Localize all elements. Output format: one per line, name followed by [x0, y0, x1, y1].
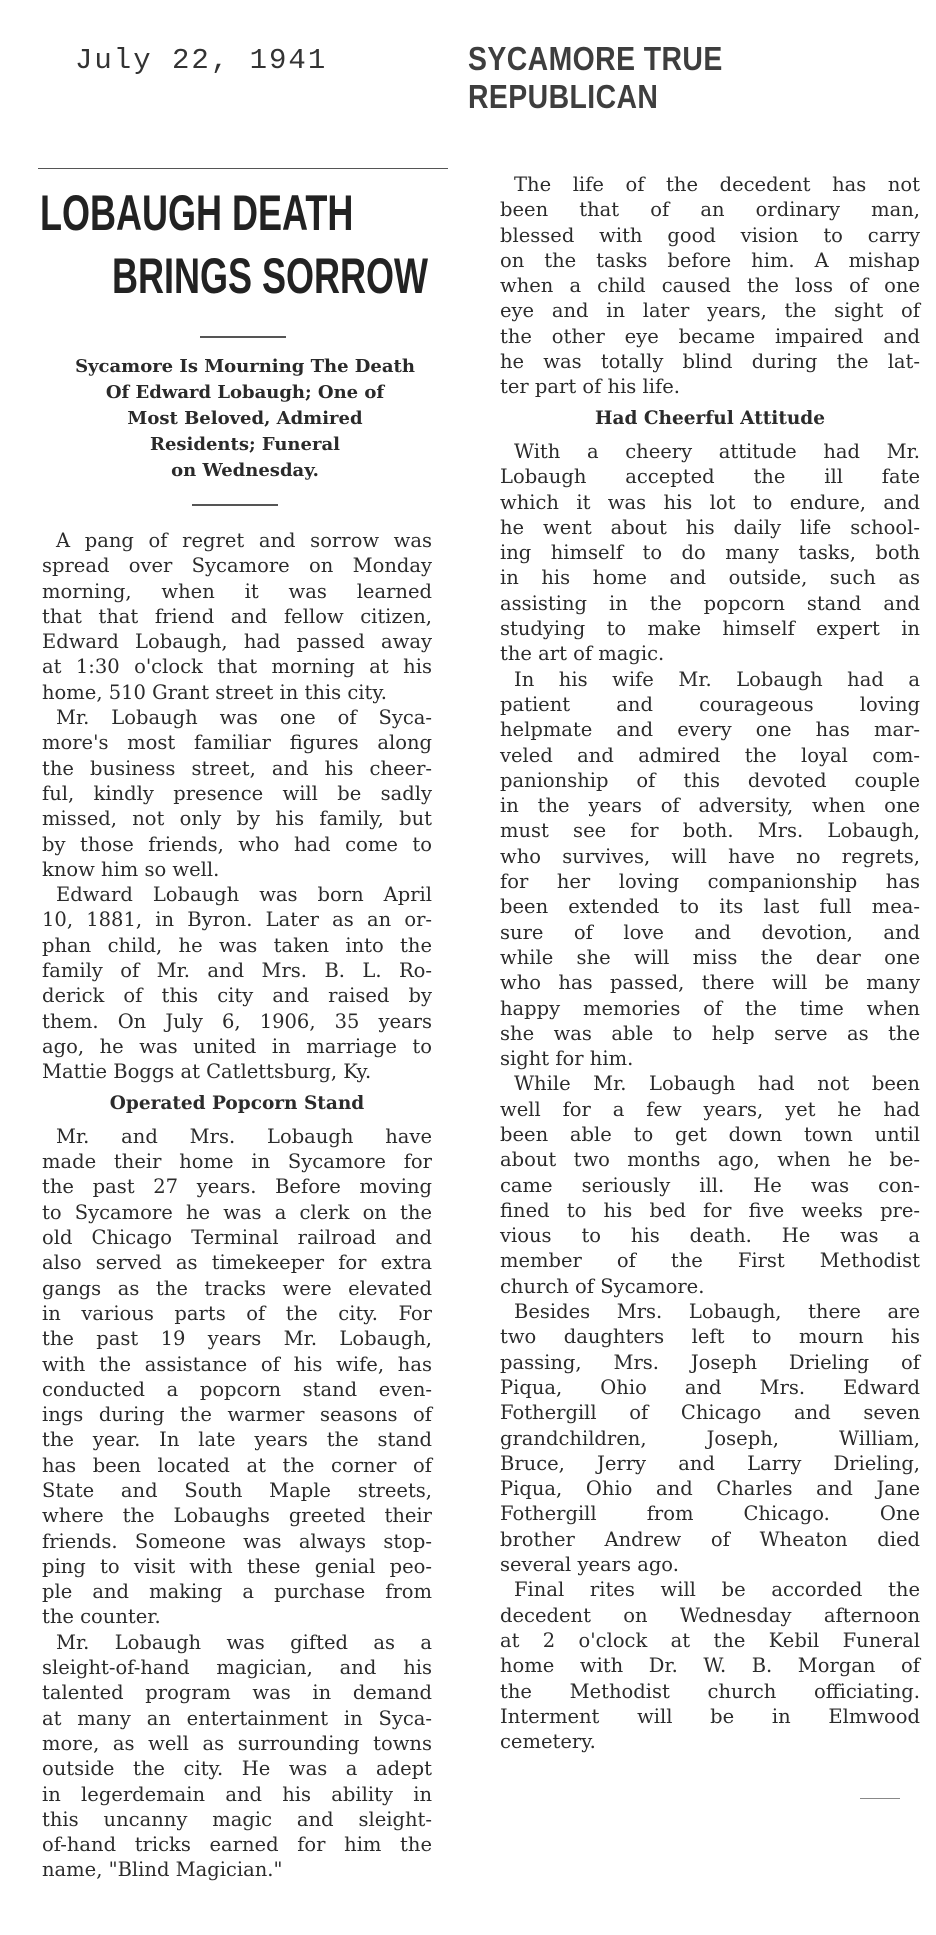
text-line: the Methodist church officiating. — [500, 1679, 920, 1703]
text-line: missed, not only by his family, but — [42, 807, 432, 831]
text-line: helpmate and every one has mar- — [500, 718, 920, 742]
text-line: fined to his bed for five weeks pre- — [500, 1198, 920, 1222]
text-line: on the tasks before him. A mishap — [500, 248, 920, 272]
text-line: With a cheery attitude had Mr. — [514, 439, 920, 463]
text-line: patient and courageous loving — [500, 692, 920, 716]
text-line: church of Sycamore. — [500, 1274, 705, 1298]
text-line: cemetery. — [500, 1730, 596, 1754]
text-line: eye and in later years, the sight of — [500, 299, 920, 323]
section-heading: Had Cheerful Attitude — [594, 407, 826, 429]
article-column-right — [500, 172, 920, 1754]
deck-line: Of Edward Lobaugh; One of — [105, 382, 385, 403]
text-line: Mr. Lobaugh was gifted as a — [56, 1630, 432, 1654]
text-line: ings during the warmer seasons of — [42, 1403, 432, 1427]
text-line: sure of love and devotion, and — [500, 920, 920, 944]
text-line: about two months ago, when he be- — [500, 1148, 920, 1172]
text-line: studying to make himself expert in — [500, 617, 920, 641]
text-line: ful, kindly presence will be sadly — [42, 781, 432, 805]
text-line: the year. In late years the stand — [42, 1428, 432, 1452]
paragraph — [500, 1577, 920, 1754]
deck-line: Sycamore Is Mourning The Death — [75, 356, 415, 377]
text-line: brother Andrew of Wheaton died — [500, 1527, 920, 1551]
text-line: sleight-of-hand magician, and his — [42, 1656, 432, 1680]
text-line: the counter. — [42, 1605, 161, 1629]
text-line: Bruce, Jerry and Larry Drieling, — [500, 1451, 920, 1475]
text-line: in legerdemain and his ability in — [42, 1782, 432, 1806]
text-line: more's most familiar figures along — [42, 731, 432, 755]
text-line: where the Lobaughs greeted their — [42, 1504, 432, 1528]
text-line: more, as well as surrounding towns — [42, 1731, 432, 1755]
text-line: Mr. Lobaugh was one of Syca- — [56, 706, 432, 730]
text-line: assisting in the popcorn stand and — [500, 591, 920, 615]
text-line: ter part of his life. — [500, 375, 680, 399]
text-line: home, 510 Grant street in this city. — [42, 680, 387, 704]
text-line: vious to his death. He was a — [500, 1224, 920, 1248]
clipping-date: July 22, 1941 — [75, 44, 328, 77]
text-line: In his wife Mr. Lobaugh had a — [514, 667, 920, 691]
paragraph — [42, 1124, 432, 1630]
paragraph — [42, 705, 432, 882]
paragraph — [42, 882, 432, 1084]
text-line: State and South Maple streets, — [42, 1478, 432, 1502]
subheadline-deck — [35, 354, 455, 484]
text-line: Mr. and Mrs. Lobaugh have — [56, 1124, 432, 1148]
text-line: been able to get down town until — [500, 1122, 920, 1146]
text-line: outside the city. He was a adept — [42, 1757, 432, 1781]
text-line: 10, 1881, in Byron. Later as an or- — [42, 908, 432, 932]
text-line: the other eye became impaired and — [500, 324, 920, 348]
text-line: member of the First Methodist — [500, 1249, 920, 1273]
text-line: the past 27 years. Before moving — [42, 1175, 432, 1199]
text-line: blessed with good vision to carry — [500, 223, 920, 247]
deck-line: on Wednesday. — [171, 460, 319, 481]
text-line: spread over Sycamore on Monday — [42, 554, 432, 578]
text-line: old Chicago Terminal railroad and — [42, 1226, 432, 1250]
text-line: phan child, he was taken into the — [42, 933, 432, 957]
text-line: Besides Mrs. Lobaugh, there are — [514, 1300, 920, 1324]
text-line: been that of an ordinary man, — [500, 198, 920, 222]
text-line: he was totally blind during the lat- — [500, 350, 920, 374]
text-line: Edward Lobaugh was born April — [56, 883, 432, 907]
text-line: family of Mr. and Mrs. B. L. Ro- — [42, 959, 432, 983]
paragraph — [500, 439, 920, 667]
text-line: Piqua, Ohio and Charles and Jane — [500, 1477, 920, 1501]
paragraph — [500, 172, 920, 400]
text-line: the past 19 years Mr. Lobaugh, — [42, 1327, 432, 1351]
text-line: been extended to its last full mea- — [500, 895, 920, 919]
text-line: he went about his daily life school- — [500, 515, 920, 539]
text-line: the art of magic. — [500, 642, 665, 666]
text-line: that that friend and fellow citizen, — [42, 604, 432, 628]
text-line: by those friends, who had come to — [42, 832, 432, 856]
text-line: while she will miss the dear one — [500, 945, 920, 969]
text-line: in his home and outside, such as — [500, 566, 920, 590]
text-line: the business street, and his cheer- — [42, 756, 432, 780]
text-line: passing, Mrs. Joseph Drieling of — [500, 1350, 920, 1374]
text-line: Final rites will be accorded the — [514, 1578, 920, 1602]
text-line: to Sycamore he was a clerk on the — [42, 1200, 432, 1224]
text-line: Lobaugh accepted the ill fate — [500, 465, 920, 489]
end-rule — [860, 1798, 900, 1799]
text-line: which it was his lot to endure, and — [500, 490, 920, 514]
text-line: veled and admired the loyal com- — [500, 743, 920, 767]
paragraph — [42, 528, 432, 705]
text-line: came seriously ill. He was con- — [500, 1173, 920, 1197]
text-line: Interment will be in Elmwood — [500, 1704, 920, 1728]
newspaper-masthead: SYCAMORE TRUE REPUBLICAN — [468, 40, 723, 115]
text-line: decedent on Wednesday afternoon — [500, 1603, 920, 1627]
text-line: happy memories of the time when — [500, 996, 920, 1020]
article-column-left — [42, 528, 432, 1883]
text-line: several years ago. — [500, 1553, 679, 1577]
text-line: must see for both. Mrs. Lobaugh, — [500, 819, 920, 843]
text-line: Mattie Boggs at Catlettsburg, Ky. — [42, 1060, 372, 1084]
text-line: home with Dr. W. B. Morgan of — [500, 1654, 920, 1678]
text-line: sight for him. — [500, 1047, 634, 1071]
deck-line: Residents; Funeral — [150, 434, 340, 455]
text-line: this uncanny magic and sleight- — [42, 1807, 432, 1831]
text-line: for her loving companionship has — [500, 870, 920, 894]
text-line: at 2 o'clock at the Kebil Funeral — [500, 1628, 920, 1652]
text-line: The life of the decedent has not — [514, 173, 920, 196]
headline-divider — [200, 336, 286, 338]
paragraph — [500, 1299, 920, 1577]
text-line: ing himself to do many tasks, both — [500, 541, 920, 565]
text-line: of-hand tricks earned for him the — [42, 1833, 432, 1857]
text-line: who survives, will have no regrets, — [500, 844, 920, 868]
headline-line-2: BRINGS SORROW — [112, 248, 429, 304]
text-line: well for a few years, yet he had — [500, 1097, 920, 1121]
text-line: Fothergill of Chicago and seven — [500, 1401, 920, 1425]
text-line: conducted a popcorn stand even- — [42, 1377, 432, 1401]
text-line: at 1:30 o'clock that morning at his — [42, 655, 432, 679]
text-line: them. On July 6, 1906, 35 years — [42, 1009, 432, 1033]
text-line: when a child caused the loss of one — [500, 274, 920, 298]
text-line: two daughters left to mourn his — [500, 1325, 920, 1349]
text-line: in various parts of the city. For — [42, 1301, 432, 1325]
text-line: with the assistance of his wife, has — [42, 1352, 432, 1376]
text-line: she was able to help serve as the — [500, 1021, 920, 1045]
text-line: know him so well. — [42, 857, 220, 881]
text-line: Edward Lobaugh, had passed away — [42, 630, 432, 654]
deck-line: Most Beloved, Admired — [127, 408, 363, 429]
text-line: at many an entertainment in Syca- — [42, 1706, 432, 1730]
text-line: While Mr. Lobaugh had not been — [514, 1072, 920, 1096]
text-line: ple and making a purchase from — [42, 1580, 432, 1604]
text-line: name, "Blind Magician." — [42, 1858, 283, 1882]
paragraph — [500, 1071, 920, 1299]
text-line: grandchildren, Joseph, William, — [500, 1426, 920, 1450]
text-line: friends. Someone was always stop- — [42, 1529, 432, 1553]
paragraph — [500, 667, 920, 1072]
section-heading: Operated Popcorn Stand — [109, 1092, 365, 1114]
headline-line-1: LOBAUGH DEATH — [40, 185, 354, 241]
text-line: who has passed, there will be many — [500, 971, 920, 995]
text-line: gangs as the tracks were elevated — [42, 1276, 432, 1300]
headline-top-rule — [38, 168, 448, 169]
text-line: panionship of this devoted couple — [500, 768, 920, 792]
headline — [40, 182, 440, 308]
text-line: made their home in Sycamore for — [42, 1150, 432, 1174]
paragraph — [42, 1630, 432, 1883]
text-line: has been located at the corner of — [42, 1453, 432, 1477]
deck-divider — [192, 504, 278, 506]
text-line: ago, he was united in marriage to — [42, 1034, 432, 1058]
text-line: ping to visit with these genial peo- — [42, 1554, 432, 1578]
text-line: derick of this city and raised by — [42, 984, 432, 1008]
text-line: Piqua, Ohio and Mrs. Edward — [500, 1375, 920, 1399]
text-line: also served as timekeeper for extra — [42, 1251, 432, 1275]
text-line: in the years of adversity, when one — [500, 794, 920, 818]
text-line: talented program was in demand — [42, 1681, 432, 1705]
text-line: A pang of regret and sorrow was — [56, 529, 432, 552]
text-line: Fothergill from Chicago. One — [500, 1502, 920, 1526]
text-line: morning, when it was learned — [42, 579, 432, 603]
